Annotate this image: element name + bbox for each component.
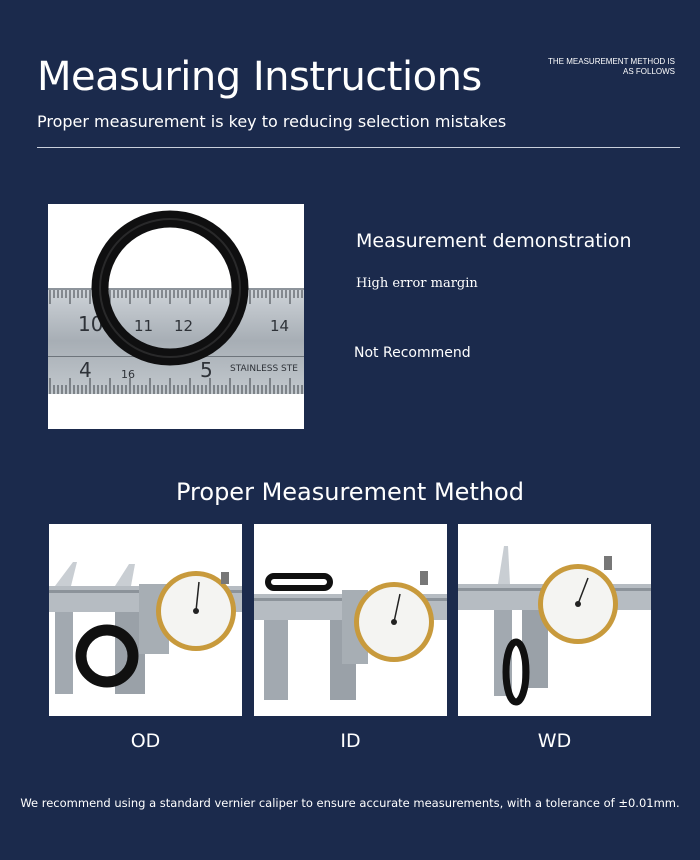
id-photo bbox=[254, 524, 447, 716]
label-od: OD bbox=[130, 730, 161, 752]
demo-note: High error margin bbox=[356, 276, 478, 291]
ruler-number: 4 bbox=[79, 358, 92, 382]
header-divider bbox=[37, 147, 680, 148]
demo-title: Measurement demonstration bbox=[356, 230, 632, 252]
ruler-number: 14 bbox=[270, 317, 290, 335]
ruler-number: 5 bbox=[200, 358, 213, 382]
corner-note: THE MEASUREMENT METHOD IS AS FOLLOWS bbox=[548, 57, 675, 76]
dial-gauge-icon bbox=[156, 571, 236, 651]
demo-photo bbox=[48, 204, 304, 429]
page-title: Measuring Instructions bbox=[37, 54, 482, 100]
ruler-number: 12 bbox=[174, 317, 194, 335]
footer-note: We recommend using a standard vernier caliper to ensure accurate measurements, with a tolerance of ±0.01mm. bbox=[20, 796, 680, 810]
method-title: Proper Measurement Method bbox=[176, 478, 524, 506]
demo-flag: Not Recommend bbox=[354, 345, 471, 361]
page-subtitle: Proper measurement is key to reducing selection mistakes bbox=[37, 112, 507, 131]
label-wd: WD bbox=[537, 730, 572, 752]
ruler-number: 11 bbox=[134, 317, 154, 335]
label-id: ID bbox=[340, 730, 361, 752]
ruler-text: STAINLESS STE bbox=[230, 364, 298, 374]
wd-photo bbox=[458, 524, 651, 716]
ruler-number: 10 bbox=[78, 312, 104, 336]
ruler-number: 16 bbox=[121, 368, 135, 381]
od-photo bbox=[49, 524, 242, 716]
